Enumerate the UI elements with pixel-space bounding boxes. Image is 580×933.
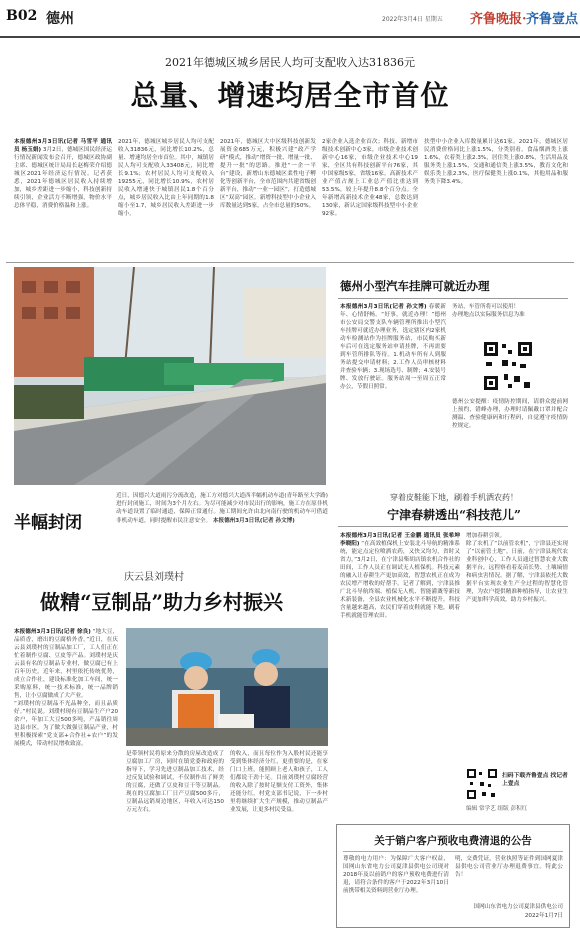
tofu-workshop-image [126,628,328,746]
tofu-column-2 [126,750,224,918]
brand-logo-b: 齐鲁壹点 [526,12,579,27]
lead-column-1 [14,138,112,256]
road-photo [14,267,326,485]
lead-column-5 [424,138,568,256]
car-qr-caption: 办理地点以实际服务信息为准 [452,312,525,318]
spring-title: 宁津春耕透出“科技范儿” [387,508,521,522]
lead-byline: 本报德州3月3日讯(记者 马雪平 通讯员 杨玉娟) [14,139,112,153]
road-scene-image [14,267,326,485]
tofu-column-3 [230,750,328,918]
lead-column-2 [118,138,214,256]
car-tip [452,398,568,484]
divider [338,298,568,299]
notice-column-1 [343,855,449,923]
lead-col-text: 3月2日，德城区国民经济运行情况新闻发布会召开，德城区政协副主席、德城区统计局局长赵梅荣介绍德城区2021年经济运行情况。记者获悉，2021年德城区居民收入持续增加，城乡差距进一步缩小，科技创新持续引领，企业活力不断增强，物价水平总体平稳，消费价格温和上涨。 [14,147,112,209]
lead-column-3 [220,138,316,256]
car-story-column-2 [452,303,568,333]
lead-col-text: 2021年，德城区大中区级科技创新发展资金685万元，积极兴建“政产学研”模式，推动“增资一批、增量一批、提升一批”的思路。推进“一企一平台”建设，新增山东德城区柔性电子孵化等创新平台，全市范围内共建省级创新平台，推动“一业一园区”，打造德城区“双高”园区。新增科技型中小企业入库数量达到5家，占全市总量的50%。 [220,139,316,209]
lead-col-text: 扶型中小企业入库数量累计达61家。2021年，德城区居民消费价格同比上涨1.5%，分类别看，食品烟酒类上涨1.6%，衣着类上涨2.3%，居住类上涨0.8%，生活用品及服务类上涨1.5%，交通和通信类上涨3.5%，教育文化和娱乐类上涨2.3%，医疗保健类上涨0.1%，其他用品和服务类下降3.4%。 [424,139,568,185]
spring-text: “在高效植保机上安装北斗导航的精准系统，能定点定位喷洒农药，又快又均匀，省时又省力。”3月2日，在宁津县柴胡店镇农机合作社的田间，工作人员正在调试无人植保机。科技元素的融入让春耕生产更加高效，智慧农机正在成为农民增产增收的好帮手。记者了解到，宁津县推广北斗导航终端、植保无人机、智能灌溉等新技术新装备，全县农业机械化水平不断提升，科技含量越来越高，农民们穿着皮鞋就能下地，刷着手机就能管理农田。 [340,541,460,619]
divider [6,262,574,263]
lead-subtitle: 2021年德城区城乡居民人均可支配收入达31836元 [165,56,415,69]
tofu-text: 是带领村民将原来分散的房屋改造成了豆腐加工厂房，同时在镇党委和政府的指导下，学习先进豆制品加工技术，经过反复试验和调试，不仅制作出了鲜美的豆腐，还做了豆皮和豆干等豆制品。现在的豆腐加工厂日产豆腐500多斤，豆制品远销周边地区，年收入可达150万元左右。 [126,751,224,813]
qr-code-icon [482,340,534,392]
lead-col-text: 2家企业入选企业首次；科技、新增市级技术创新中心3家，市级企业技术创新中心16家，市级企业技术中心19家，全区共有科技创新平台76家，其中国家级5家，省级16家。高新技术产业产值占规上工业总产值比重达到53.5%，较上年提升8.8个百分点。全年新增高新技术企业48家，总数达到130家，新认定国家级科技型中小企业92家。 [322,139,418,217]
notice-box [336,824,570,928]
lead-column-4 [322,138,418,256]
spring-column-2 [466,532,568,762]
notice-text: 尊敬的电力用户：为保障广大客户权益，国网山东省电力公司夏津县供电公司现对2018年及以前销户的客户预收电费进行清退，请符合条件的客户于2022年3月10日前携带相关资料到营业厅办理。 [343,856,449,894]
spring-right-text: 除了农机了“以前管农机”，宁津县还实现了“以前管土地”。日前，在宁津县现代农业科创中心，工作人员通过智慧农业大数据平台，远程察看着麦苗长势、土壤墒情和病虫害情况。据了解，宁津县依托大数据平台实现农业生产全过程的智慧化管理，为农户提供精准种植指导，让农业生产更加科学高效，助力乡村振兴。 [466,541,568,603]
photo-byline: 本报德州3月3日讯(记者 孙文博) [212,517,295,524]
brand-logo-a: 齐鲁晚报· [470,12,527,27]
notice-column-2 [455,855,563,895]
photo-caption-text: 近日，因德兴大道雨污分流改造，施工方对德兴大道西半幅机动车道(青年路至大学路)进行封闭施工，时间为3个月左右。为尽可能减少对市民出行的影响，施工方在原非机动车道设置了临时通道，保障正常通行。施工期间允许由北向南行驶的机动车可借道非机动车道，同时提醒市民注意安全。 [116,493,328,524]
spring-kicker: 穿着皮鞋能下地，刷着手机洒农药！ [390,493,518,502]
spring-column-1 [340,532,460,802]
car-text: 春暖新年、心情舒畅。“好事，就近办理！”德州市公安局交警支队车辆管理所推出小型汽车挂牌可就近办理业务，选定辖区内2家机动车检测站作为挂牌服务站，市民购买新车后可在选定服务站申请挂牌，不再需要到车管所排队等待。1.机动车所有人到服务站提交申请材料；2.工作人员审核材料并查验车辆；3.现场选号、制牌；4.安装号牌、发放行驶证。服务站周一至周五正常办公，节假日照常。 [340,304,446,390]
lead-col-text: 2021年，德城区城乡居民人均可支配收入31836元，同比增长10.2%，总量、增速均居全市首位。其中，城镇居民人均可支配收入33408元，同比增长9.1%；农村居民人均可支配收入19255元，同比增长10.9%，农村居民收入增速快于城镇居民1.8个百分点，城乡居民收入比由上年同期的1.8缩小至1.7，城乡居民收入差距进一步缩小。 [118,139,214,217]
spring-byline: 本报德州3月3日讯(记者 王金鹏 通讯员 张希坤 李晓阳) [340,533,460,547]
spring-right-top: 增加春耕引领。 [466,533,506,539]
tofu-title: 做精“豆制品”助力乡村振兴 [40,590,284,614]
tofu-byline: 本报德州3月3日讯(记者 徐良) [14,629,91,635]
tofu-text: “地大豆，品质香，磨出的豆腐格外香。”近日，在庆云县刘璞村的豆制品加工厂，工人们正在忙着制作豆腐、豆皮等产品。刘璞村是庆云县有名的豆制品专业村，做豆腐已有上百年历史。近年来，村里依托传统优势，成立合作社，建设标准化加工车间，统一采购原料，统一技术标准，统一品牌销售，让小豆腐做成了大产业。 [14,629,118,699]
car-right-text: 务站，车管所将可以使用！ [452,304,520,310]
section-name: 德州 [46,11,74,27]
divider [338,526,568,527]
notice-signature: 国网山东省电力公司夏津县供电公司 [473,904,563,910]
tofu-column-1 [14,628,118,918]
photo-story-title: 半幅封闭 [14,513,82,533]
car-story-title: 德州小型汽车挂牌可就近办理 [340,279,490,293]
app-download-caption: 扫码下载齐鲁壹点 找记者 上壹点 [502,773,568,787]
car-tip-text: 德州公安提醒：疫情防控期间，请群众提前网上预约，错峰办理，办理时请佩戴口罩并配合测温、查验健康码和行程码，自觉遵守疫情防控规定。 [452,399,568,429]
page-code: B02 [6,8,38,24]
photo-caption [116,492,328,540]
car-byline: 本报德州3月3日讯(记者 孙文博) [340,304,427,310]
tofu-text: 的收入，而且每位作为入股村民还能享受到集体经济分红，更重要的是，在家门口上班，能照顾上老人和孩子，工人们都说干劲十足。目前刘璞村豆腐经营的收入除了按时足额支付工资外，集体还能分红，村党支部书记说，下一步村里将继续扩大生产规模，推动豆制品产业发展，让更多村民受益。 [230,751,328,813]
notice-title: 关于销户客户预收电费清退的公告 [374,835,532,847]
tofu-text: “刘璞村的豆制品不光品种全，而且品质好。”村民说。刘璞村现有豆制品生产户20余户，年加工大豆500多吨，产品销往周边县市区。为了做大做强豆制品产业，村里积极探索“党支部+合作社+农户”的发展模式，带动村民增收致富。 [14,701,118,747]
notice-date: 2022年1月7日 [524,913,563,919]
tofu-photo [126,628,328,746]
lead-headline: 总量、增速均居全市首位 [130,79,450,112]
notice-text: 明，交费凭证，营业执照等证件到国网夏津县供电公司营业厅办理退费事宜。特此公告！ [455,856,563,878]
issue-date: 2022年3月4日 星期五 [382,16,443,23]
tofu-kicker: 庆云县刘璞村 [124,572,184,583]
editor-credit: 编辑 常学艺 组版 彭积红 [466,806,528,812]
masthead [0,0,580,38]
divider [343,851,563,852]
qr-code-icon [466,768,498,800]
car-story-column-1 [340,303,446,485]
